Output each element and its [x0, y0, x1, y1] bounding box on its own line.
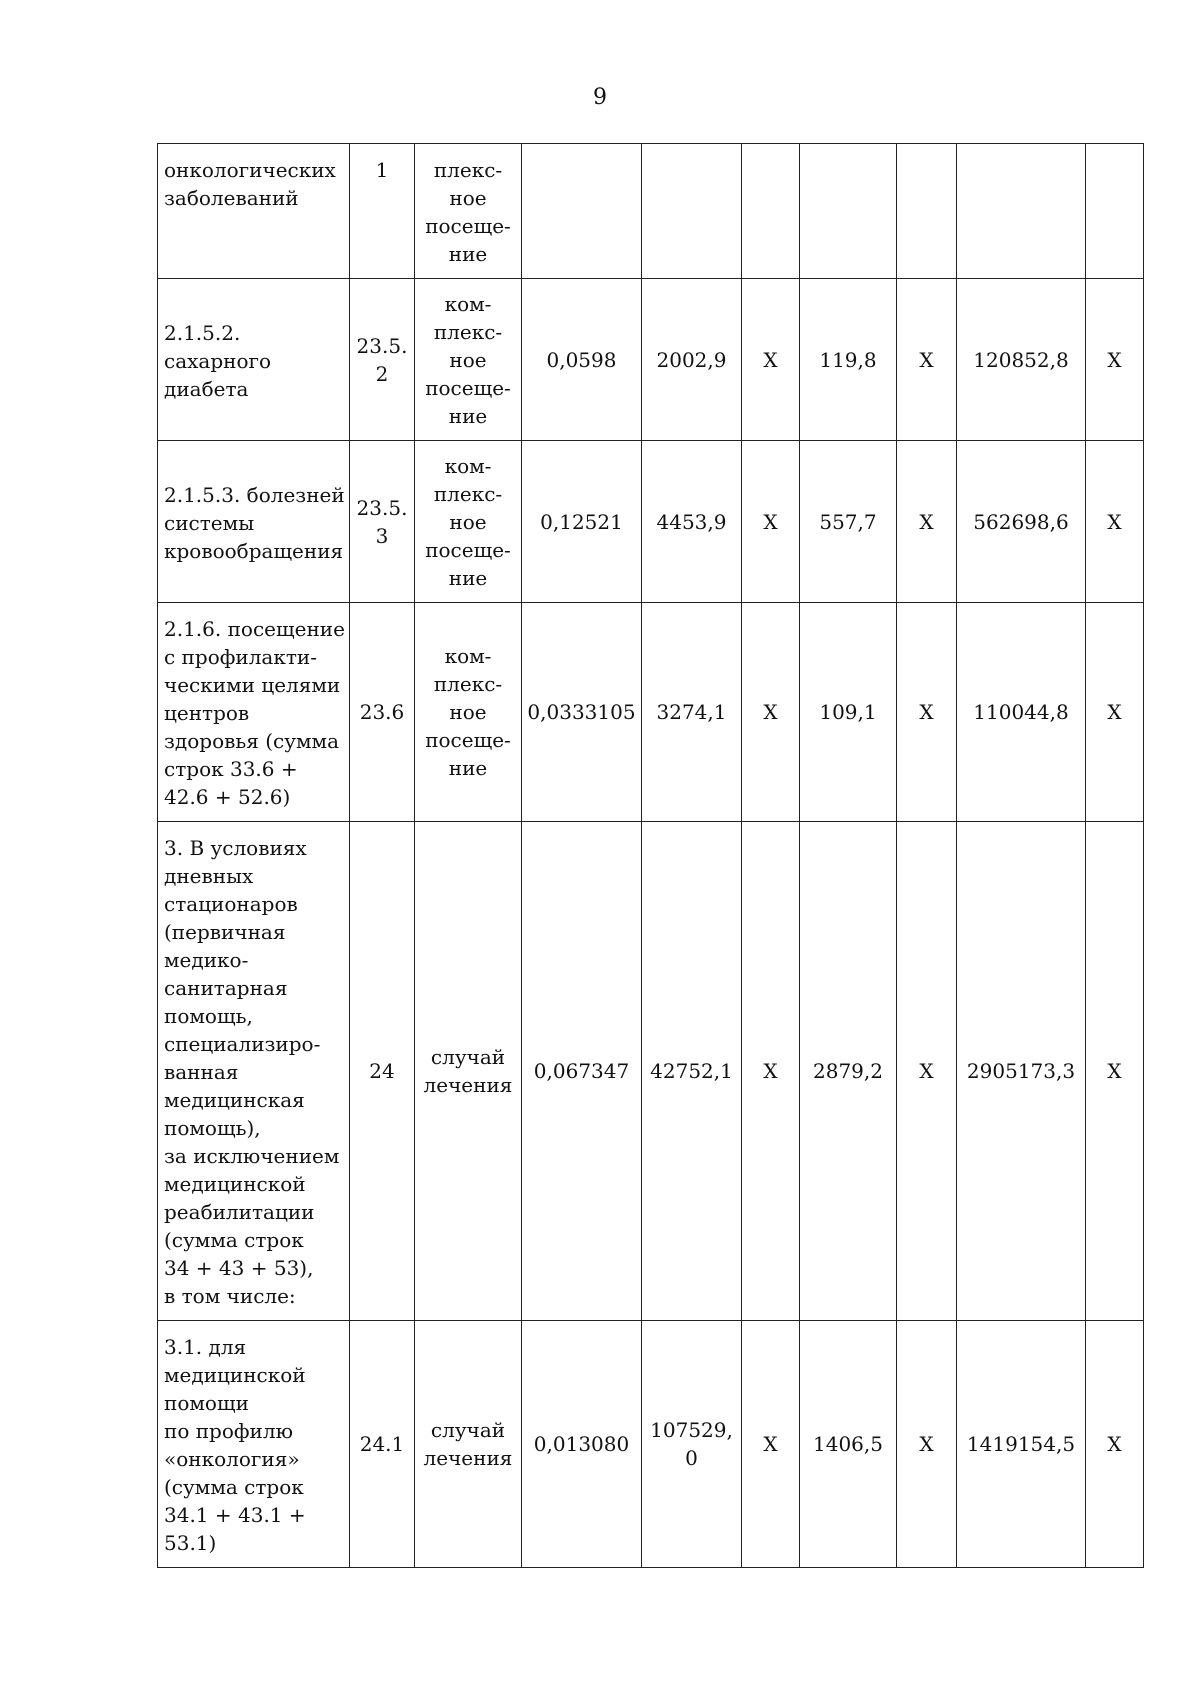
cell-unit: плекс- ное посеще- ние [415, 144, 522, 279]
cell-x: Х [1086, 441, 1144, 603]
cell-code: 23.6 [350, 603, 415, 822]
cell-x: Х [742, 1321, 800, 1568]
cell-unit: случай лечения [415, 822, 522, 1321]
cell-unit: ком- плекс- ное посеще- ние [415, 441, 522, 603]
cell-x: Х [897, 603, 957, 822]
cell-code: 24.1 [350, 1321, 415, 1568]
cell-x [897, 144, 957, 279]
table-row [158, 144, 1144, 279]
cell-per-capita: 119,8 [800, 279, 897, 441]
cell-code: 1 [350, 144, 415, 279]
cell-x: Х [742, 603, 800, 822]
cell-cost: 107529, 0 [642, 1321, 742, 1568]
cell-x [742, 144, 800, 279]
data-table [157, 143, 1144, 1568]
cell-name: 3. В условиях дневных стационаров (первичная медико- санитарная помощь, специализиро- ванная медицинская помощь), за исключением медицинской реабилитации (сумма строк 34 + 43 + 53), в том числе: [158, 822, 350, 1321]
cell-name: 3.1. для медицинской помощи по профилю «онкология» (сумма строк 34.1 + 43.1 + 53.1) [158, 1321, 350, 1568]
table-row [158, 1321, 1144, 1568]
cell-norm [522, 144, 642, 279]
page-number: 9 [593, 85, 607, 110]
cell-x: Х [742, 441, 800, 603]
cell-x: Х [742, 822, 800, 1321]
cell-total: 120852,8 [957, 279, 1086, 441]
cell-norm: 0,0598 [522, 279, 642, 441]
cell-per-capita: 2879,2 [800, 822, 897, 1321]
table-row [158, 441, 1144, 603]
cell-norm: 0,013080 [522, 1321, 642, 1568]
cell-x: Х [897, 1321, 957, 1568]
cell-x: Х [897, 822, 957, 1321]
cell-total: 2905173,3 [957, 822, 1086, 1321]
cell-total [957, 144, 1086, 279]
cell-x: Х [1086, 603, 1144, 822]
cell-cost: 42752,1 [642, 822, 742, 1321]
cell-name: 2.1.6. посещение с профилакти- ческими целями центров здоровья (сумма строк 33.6 + 42.6 + 52.6) [158, 603, 350, 822]
cell-per-capita: 1406,5 [800, 1321, 897, 1568]
cell-x: Х [1086, 279, 1144, 441]
cell-per-capita: 109,1 [800, 603, 897, 822]
cell-unit: ком- плекс- ное посеще- ние [415, 603, 522, 822]
cell-cost: 2002,9 [642, 279, 742, 441]
cell-norm: 0,12521 [522, 441, 642, 603]
cell-code: 23.5. 2 [350, 279, 415, 441]
cell-cost: 3274,1 [642, 603, 742, 822]
cell-norm: 0,0333105 [522, 603, 642, 822]
cell-total: 562698,6 [957, 441, 1086, 603]
cell-x: Х [1086, 1321, 1144, 1568]
cell-cost [642, 144, 742, 279]
table-row [158, 279, 1144, 441]
cell-x: Х [897, 441, 957, 603]
cell-x [1086, 144, 1144, 279]
cell-x: Х [742, 279, 800, 441]
cell-per-capita: 557,7 [800, 441, 897, 603]
cell-name: 2.1.5.3. болезней системы кровообращения [158, 441, 350, 603]
cell-total: 110044,8 [957, 603, 1086, 822]
cell-total: 1419154,5 [957, 1321, 1086, 1568]
cell-code: 24 [350, 822, 415, 1321]
cell-unit: ком- плекс- ное посеще- ние [415, 279, 522, 441]
table-row [158, 822, 1144, 1321]
table-row [158, 603, 1144, 822]
cell-per-capita [800, 144, 897, 279]
cell-code: 23.5. 3 [350, 441, 415, 603]
cell-x: Х [897, 279, 957, 441]
cell-norm: 0,067347 [522, 822, 642, 1321]
cell-cost: 4453,9 [642, 441, 742, 603]
cell-x: Х [1086, 822, 1144, 1321]
cell-name: онкологических заболеваний [158, 144, 350, 279]
cell-name: 2.1.5.2. сахарного диабета [158, 279, 350, 441]
cell-unit: случай лечения [415, 1321, 522, 1568]
